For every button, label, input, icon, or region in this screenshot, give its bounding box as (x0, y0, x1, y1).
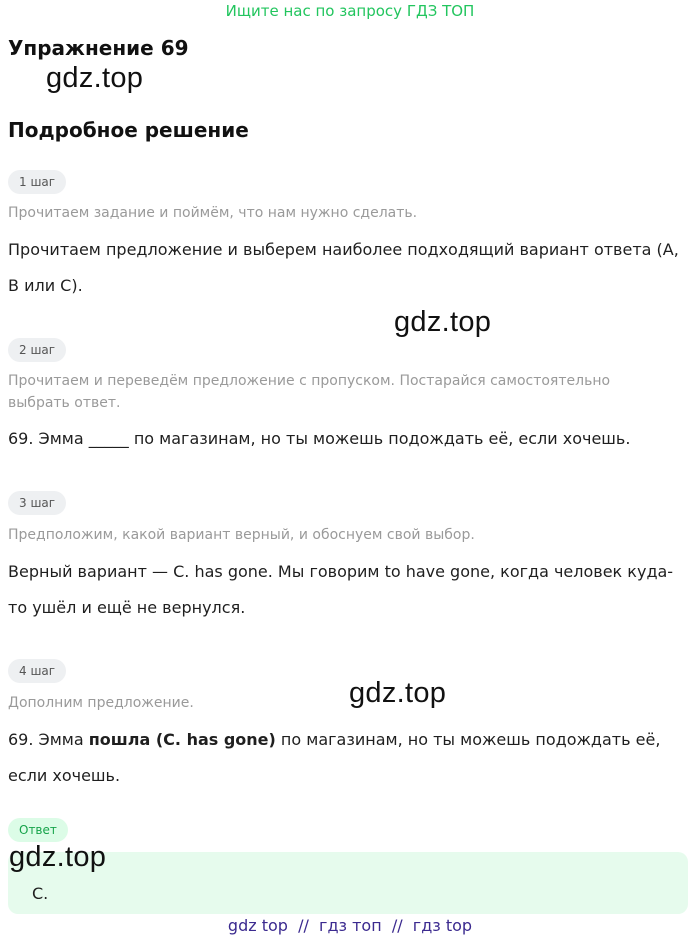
search-banner[interactable]: Ищите нас по запросу ГДЗ ТОП (225, 2, 475, 20)
step-3-badge: 3 шаг (8, 491, 66, 515)
step-2-badge: 2 шаг (8, 338, 66, 362)
step-1-badge: 1 шаг (8, 170, 66, 194)
step-3-hint: Предположим, какой вариант верный, и обоснуем свой выбор. (8, 527, 475, 543)
step-4-hint: Дополним предложение. (8, 695, 194, 711)
step-1-text: Прочитаем предложение и выберем наиболее подходящий вариант ответа (А, В или С). (8, 240, 679, 295)
answer-badge: Ответ (8, 818, 68, 842)
step-4-badge: 4 шаг (8, 659, 66, 683)
watermark: gdz.top (9, 841, 107, 873)
step-4-text-bold: пошла (C. has gone) (88, 730, 276, 749)
solution-title: Подробное решение (8, 118, 249, 142)
watermark: gdz.top (394, 306, 492, 338)
exercise-title: Упражнение 69 (8, 36, 189, 60)
step-4-text (8, 722, 688, 794)
answer-text: С. (32, 884, 49, 903)
answer-box (8, 852, 688, 914)
watermark: gdz.top (349, 677, 447, 709)
step-4-text-after: по магазинам, но ты можешь подождать её, если хочешь. (8, 730, 661, 785)
step-2-hint: Прочитаем и переведём предложение с пропуском. Постарайся самостоятельно выбрать ответ. (8, 373, 611, 411)
step-3-text: Верный вариант — C. has gone. Мы говорим to have gone, когда человек куда-то ушёл и ещё не вернулся. (8, 562, 674, 617)
watermark: gdz.top (46, 62, 144, 94)
step-1-hint: Прочитаем задание и поймём, что нам нужно сделать. (8, 205, 418, 221)
step-4-text-before: 69. Эмма (8, 730, 89, 749)
step-2-text: 69. Эмма _____ по магазинам, но ты можешь подождать её, если хочешь. (8, 429, 631, 448)
footer-links[interactable]: gdz top // гдз топ // гдз top (227, 916, 473, 935)
